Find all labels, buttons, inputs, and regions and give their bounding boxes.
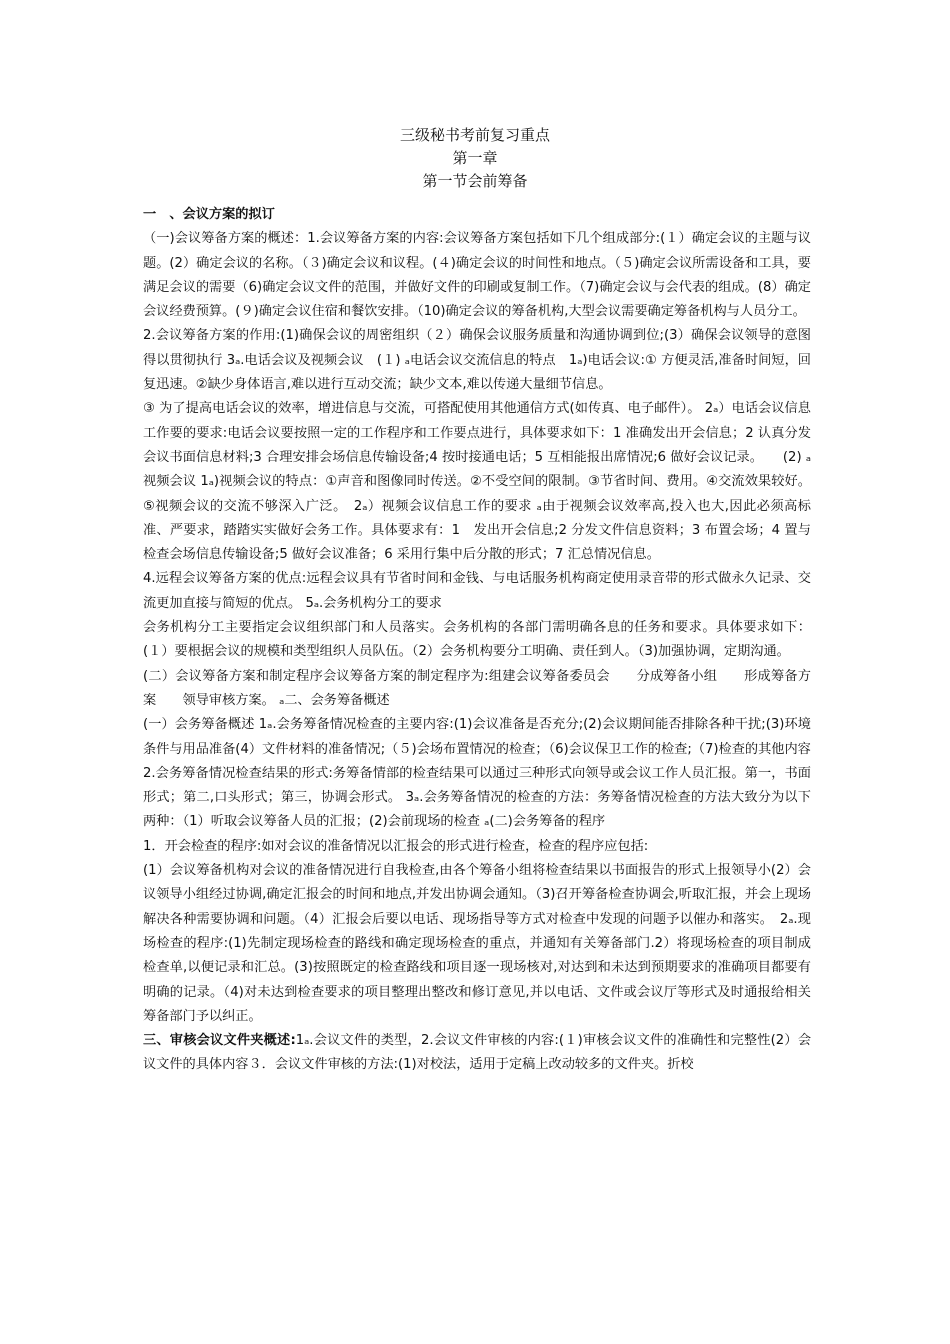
paragraph-text: 会务机构分工主要指定会议组织部门和人员落实。会务机构的各部门需明确各息的任务和要求。具体要求如下：(１）要根据会议的规模和类型组织人员队伍。（2）会务机构要分工明确、责任到人。（3)加强协调，定期沟通。 [143, 620, 811, 660]
paragraph-text: 4.远程会议筹备方案的优点:远程会议具有节省时间和金钱、与电话服务机构商定使用录音带的形式做永久记录、交流更加直接与简短的优点。 5ₐ.会务机构分工的要求 [143, 571, 811, 611]
paragraph-text: ③ 为了提高电话会议的效率，增进信息与交流，可搭配使用其他通信方式(如传真、电子邮件）。 2ₐ）电话会议信息工作要的要求:电话会议要按照一定的工作程序和工作要点进行，具体要求如下：1 准确发出开会信息；2 认真分发会议书面信息材料;3 合理安排会场信息传输设备;4 按时接通电话；5 互相能报出席情况;6 做好会议记录。 (2) ₐ视频会议 1ₐ)视频会议的特点：①声音和图像同时传送。②不受空间的限制。③节省时间、费用。④交流效果较好。⑤视频会议的交流不够深入广泛。 2ₐ）视频会议信息工作的要求 ₐ由于视频会议效率高,投入也大,因此必须高标准、严要求，踏踏实实做好会务工作。具体要求有：1 发出开会信息;2 分发文件信息资料；3 布置会场；4 置与检查会场信息传输设备;5 做好会议准备；6 采用行集中后分散的形式；7 汇总情况信息。 [143, 401, 811, 563]
paragraph-text: (二）会议筹备方案和制定程序会议筹备方案的制定程序为:组建会议筹备委员会 分成筹备小组 形成筹备方案 领导审核方案。 ₐ二、会务筹备概述 [143, 668, 811, 708]
chapter-heading: 第一章 [452, 149, 498, 167]
paragraph [143, 762, 811, 835]
paragraph-lead: 一 、会议方案的拟订 [143, 207, 275, 222]
paragraph [143, 397, 811, 567]
paragraph-lead: 三、审核会议文件夹概述: [143, 1033, 296, 1049]
title-block [0, 124, 950, 193]
document-body [143, 203, 811, 1078]
document-title: 三级秘书考前复习重点 [399, 126, 550, 144]
paragraph-text: （一)会议筹备方案的概述：1.会议筹备方案的内容:会议筹备方案包括如下几个组成部分:(１）确定会议的主题与议题。(2）确定会议的名称。（３)确定会议和议程。(４)确定会议的时间性和地点。（５)确定会议所需设备和工具，要满足会议的需要（6)确定会议文件的范围，并做好文件的印刷或复制工作。（7)确定会议与会代表的组成。(8）确定会议经费预算。(９)确定会议住宿和餐饮安排。（10)确定会议的筹备机构,大型会议需要确定筹备机构与人员分工。 [143, 231, 811, 320]
paragraph [143, 324, 811, 397]
paragraph-text: (一）会务筹备概述 1ₐ.会务筹备情况检查的主要内容:(1)会议准备是否充分;(2)会议期间能否排除各种干扰;(3)环境条件与用品准备(4）文件材料的准备情况;（５)会场布置情况的检查；（6)会议保卫工作的检查;（7)检查的其他内容 [143, 717, 811, 757]
paragraph-text: 2.会议筹备方案的作用:(1)确保会议的周密组织（２）确保会议服务质量和沟通协调到位;(3）确保会议领导的意图得以贯彻执行 3ₐ.电话会议及视频会议 (１) ₐ电话会议交流信息的特点 1ₐ)电话会议:① 方便灵活,准备时间短，回复迅速。②缺少身体语言,难以进行互动交流；缺少文本,难以传递大量细节信息。 [143, 328, 811, 393]
paragraph [143, 665, 811, 714]
paragraph [143, 227, 811, 324]
heading-paragraph [143, 203, 811, 227]
paragraph-text: (1）会议筹备机构对会议的准备情况进行自我检查,由各个筹备小组将检查结果以书面报告的形式上报领导小(2）会议领导小组经过协调,确定汇报会的时间和地点,并发出协调会通知。（3)召开筹备检查协调会,听取汇报，并会上现场解决各种需要协调和问题。（4）汇报会后要以电话、现场指导等方式对检查中发现的问题予以催办和落实。 2ₐ.现场检查的程序:(1)先制定现场检查的路线和确定现场检查的重点，并通知有关筹备部门.2）将现场检查的项目制成检查单,以便记录和汇总。(3)按照既定的检查路线和项目逐一现场核对,对达到和未达到预期要求的准确项目都要有明确的记录。（4)对未达到检查要求的项目整理出整改和修订意见,并以电话、文件或会议厅等形式及时通报给相关筹备部门予以纠正。 [143, 863, 811, 1024]
section-heading: 第一节会前筹备 [422, 172, 528, 190]
paragraph [143, 567, 811, 616]
paragraph [143, 616, 811, 665]
paragraph-text: 2.会务筹备情况检查结果的形式:务筹备情部的检查结果可以通过三种形式向领导或会议工作人员汇报。第一，书面形式；第二,口头形式；第三，协调会形式。 3ₐ.会务筹备情况的检查的方法：务筹备情况检查的方法大致分为以下两种：（1）听取会议筹备人员的汇报；(2)会前现场的检查 ₐ(二)会务筹备的程序 [143, 765, 811, 830]
paragraph-text: 1．开会检查的程序:如对会议的准备情况以汇报会的形式进行检查，检查的程序应包括: [143, 838, 649, 854]
paragraph [143, 859, 811, 1029]
paragraph-text: 1ₐ.会议文件的类型，2.会议文件审核的内容:(１)审核会议文件的准确性和完整性(2）会议文件的具体内容３．会议文件审核的方法:(1)对校法，适用于定稿上改动较多的文件夹。折校 [143, 1033, 812, 1073]
paragraph [143, 1029, 811, 1078]
paragraph [143, 835, 811, 859]
paragraph [143, 713, 811, 762]
